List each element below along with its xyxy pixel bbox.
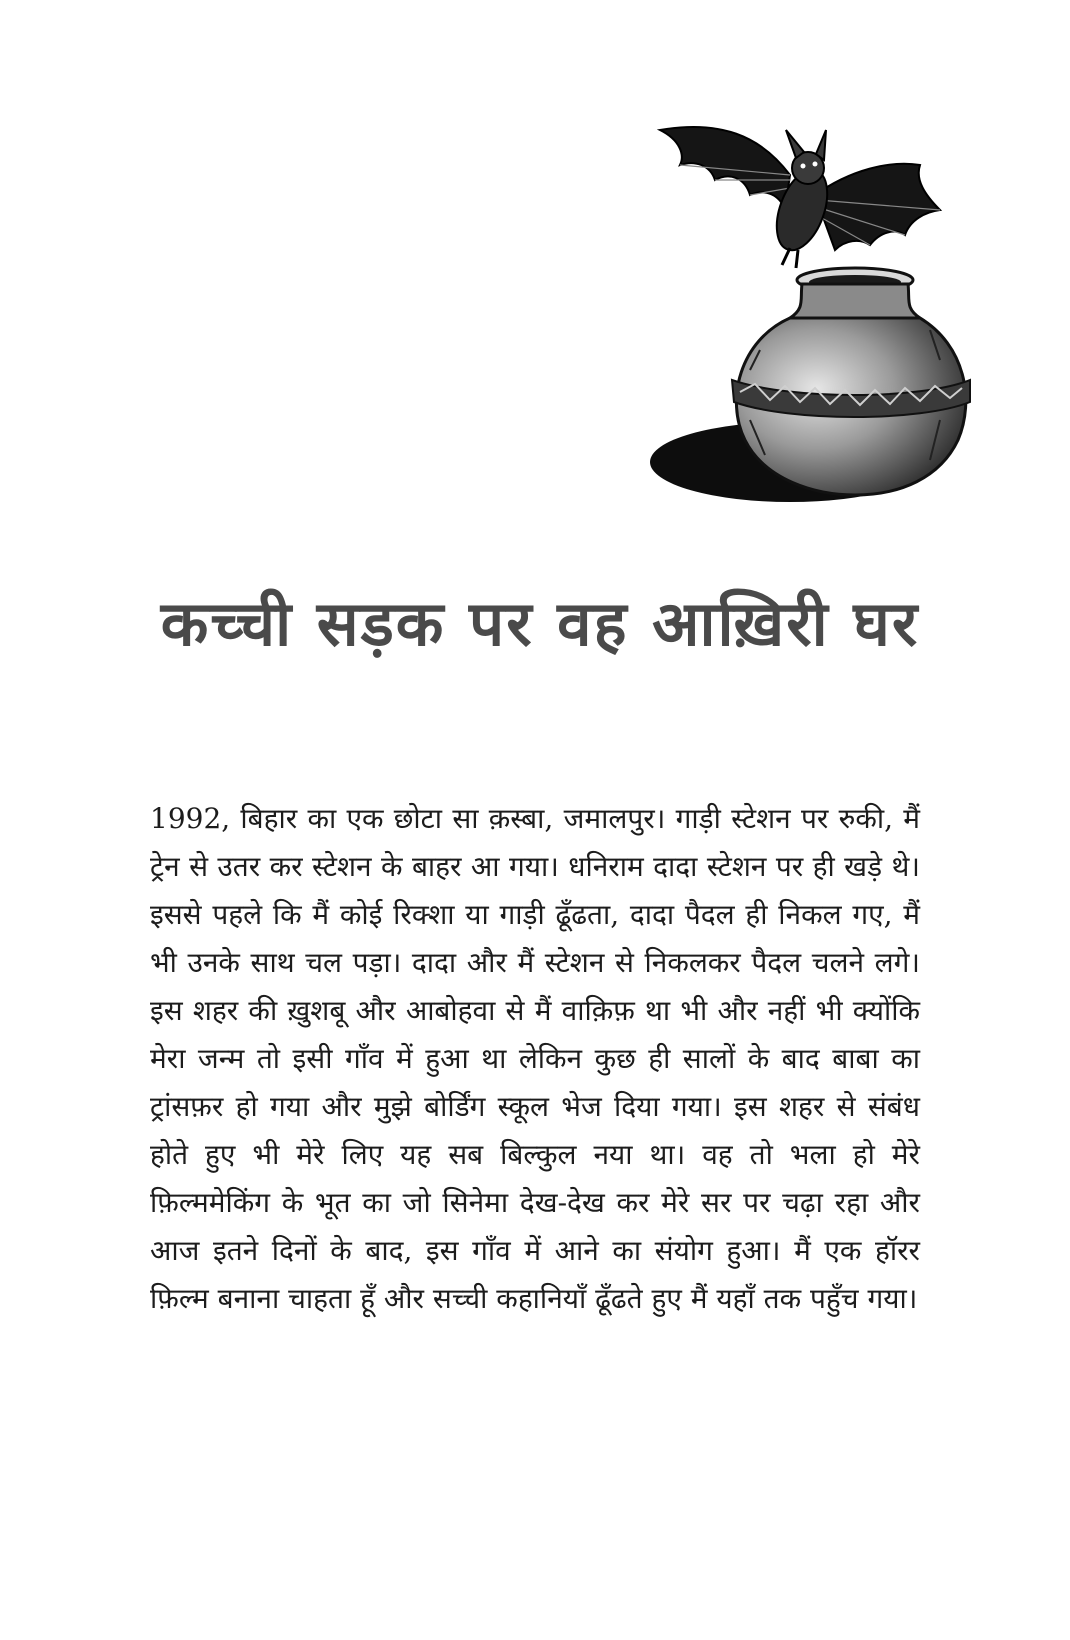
- chapter-title: कच्ची सड़क पर वह आख़िरी घर: [160, 587, 920, 660]
- bat-icon: [660, 127, 940, 268]
- chapter-illustration: [640, 100, 1000, 540]
- chapter-body-paragraph: 1992, बिहार का एक छोटा सा क़स्बा, जमालपुर। गाड़ी स्टेशन पर रुकी, मैं ट्रेन से उतर कर स्टेशन के बाहर आ गया। धनिराम दादा स्टेशन पर ही खड़े थे। इससे पहले कि मैं कोई रिक्शा या गाड़ी ढूँढता, दादा पैदल ही निकल गए, मैं भी उनके साथ चल पड़ा। दादा और मैं स्टेशन से निकलकर पैदल चलने लगे। इस शहर की ख़ुशबू और आबोहवा से मैं वाक़िफ़ था भी और नहीं भी क्योंकि मेरा जन्म तो इसी गाँव में हुआ था लेकिन कुछ ही सालों के बाद बाबा का ट्रांसफ़र हो गया और मुझे बोर्डिंग स्कूल भेज दिया गया। इस शहर से संबंध होते हुए भी मेरे लिए यह सब बिल्कुल नया था। वह तो भला हो मेरे फ़िल्ममेकिंग के भूत का जो सिनेमा देख-देख कर मेरे सर पर चढ़ा रहा और आज इतने दिनों के बाद, इस गाँव में आने का संयोग हुआ। मैं एक हॉरर फ़िल्म बनाना चाहता हूँ और सच्ची कहानियाँ ढूँढते हुए मैं यहाँ तक पहुँच गया।: [150, 802, 920, 1315]
- clay-pot-icon: [732, 268, 970, 495]
